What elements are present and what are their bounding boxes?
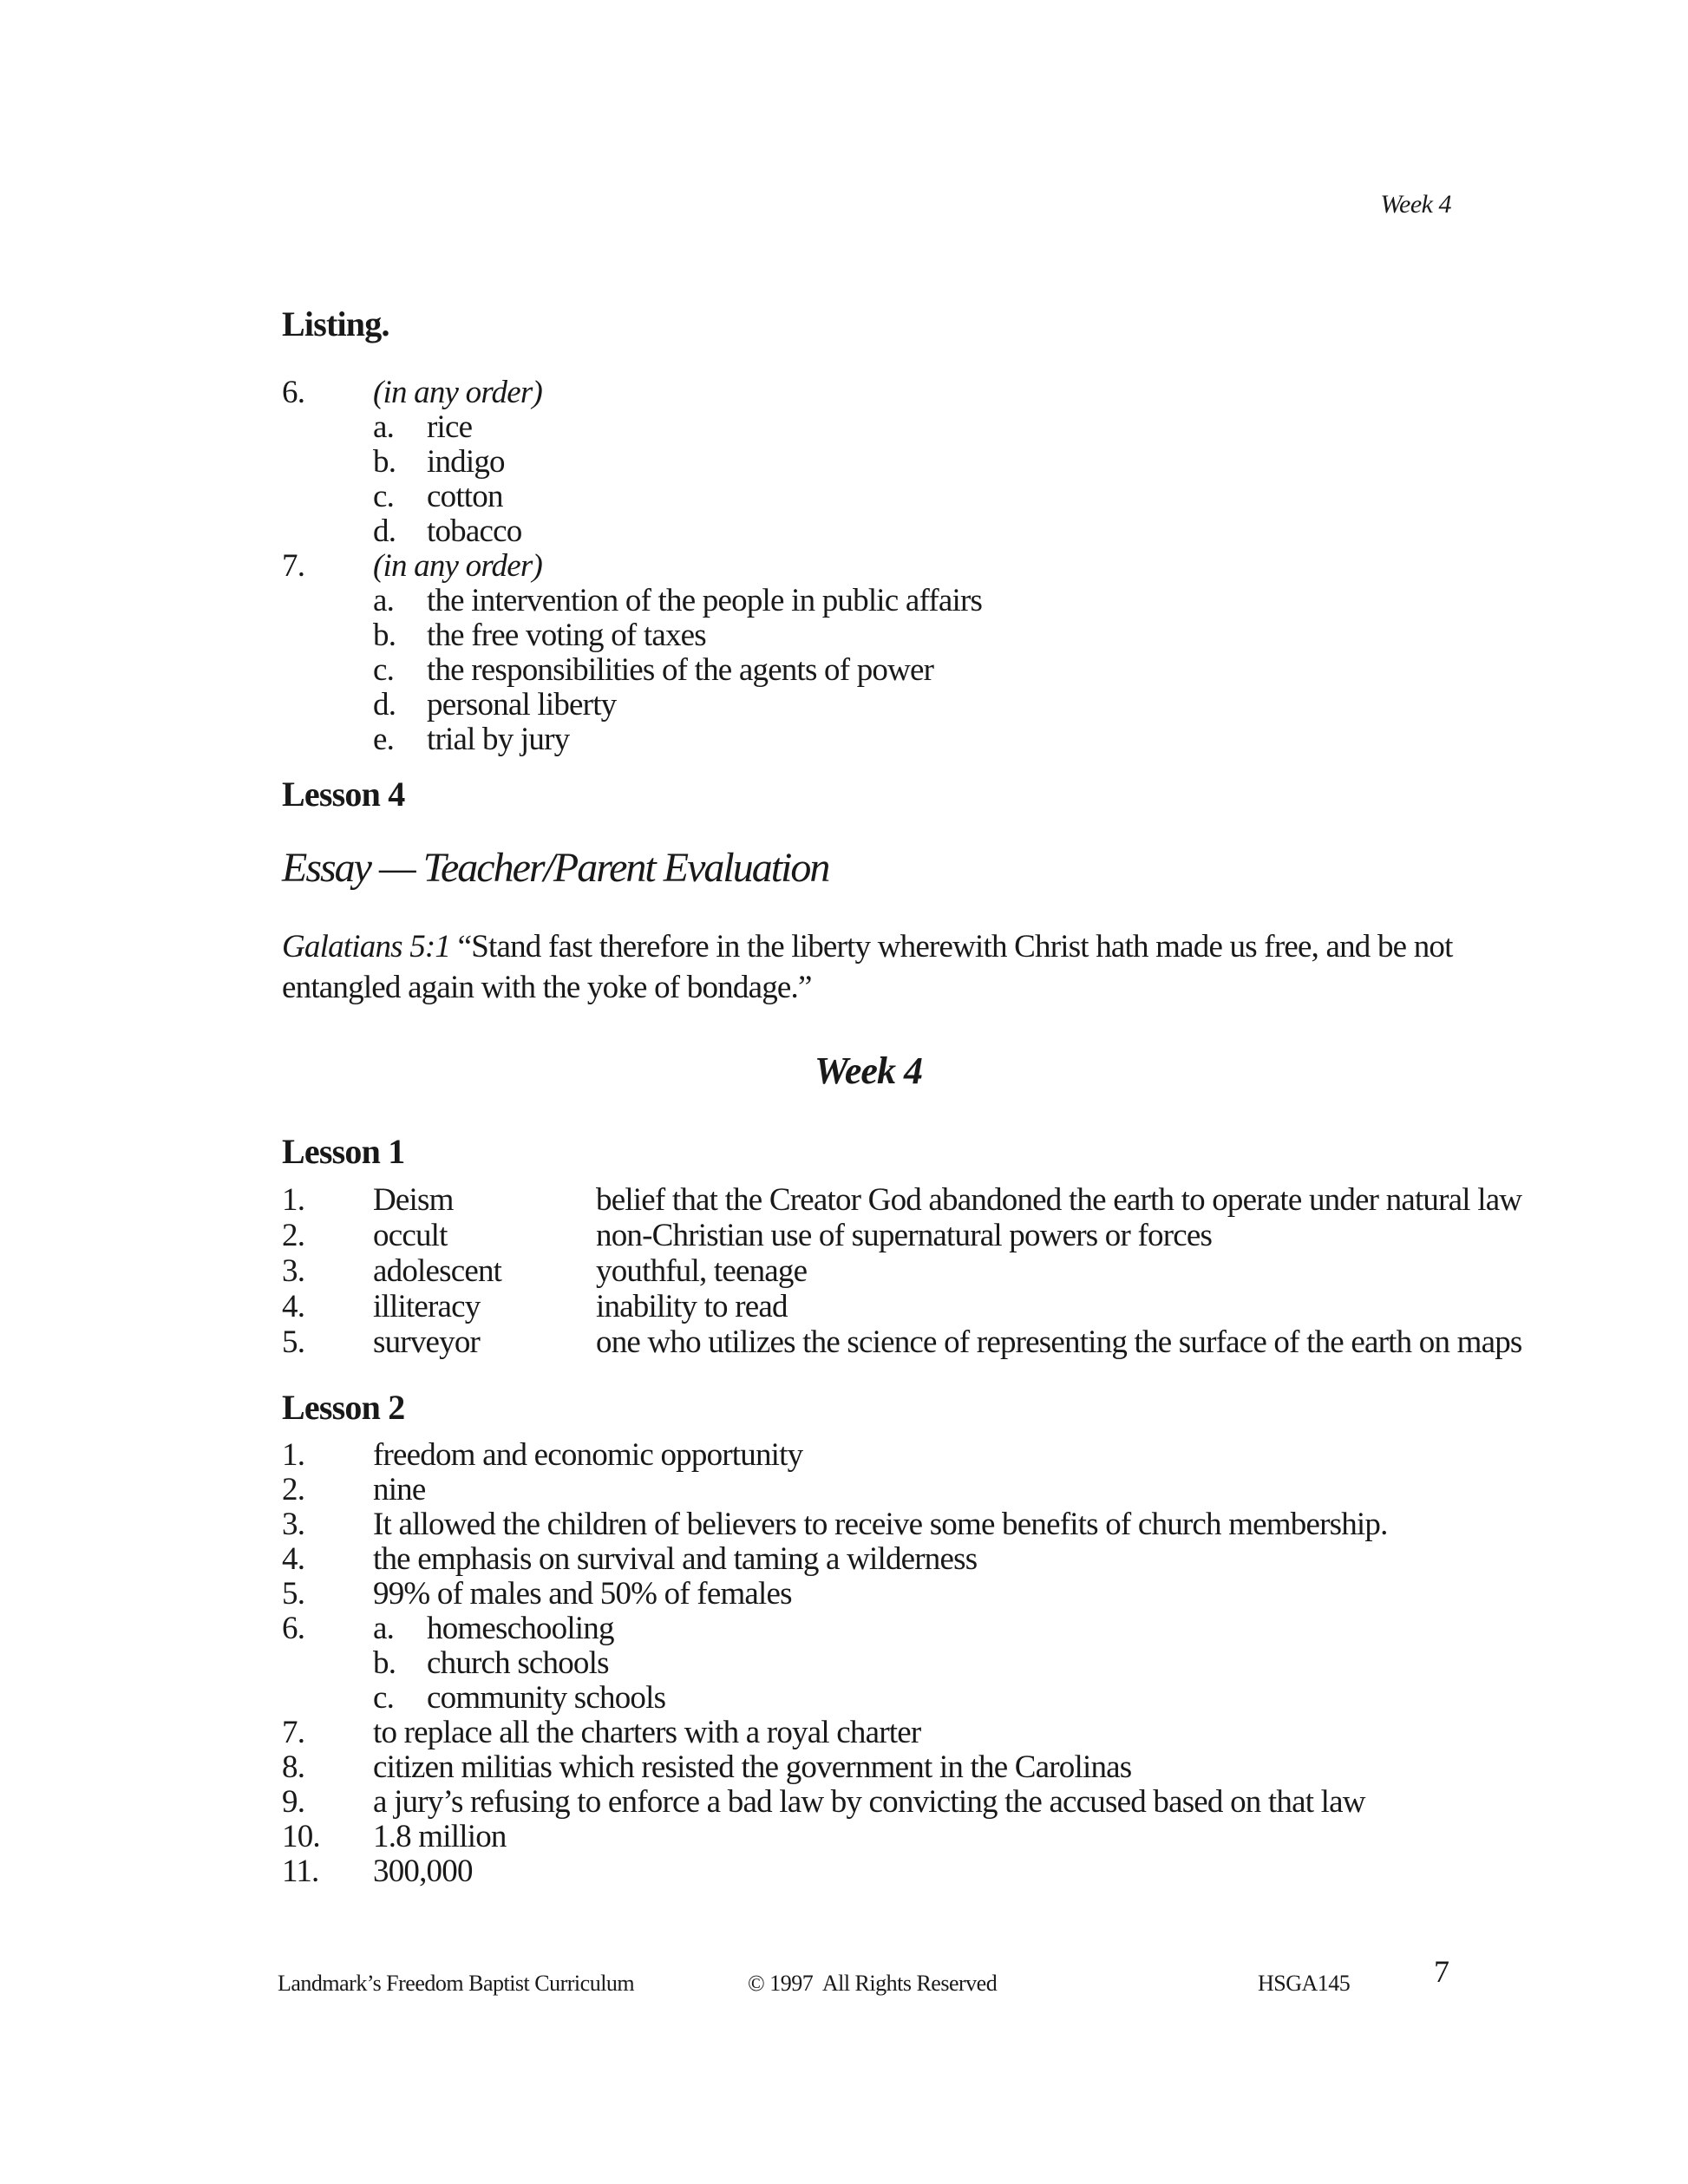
list-subitem — [282, 445, 982, 480]
list-subitem — [282, 618, 982, 653]
answer-row — [282, 1507, 1388, 1542]
subitem-letter: a. — [373, 409, 395, 445]
lesson2-rows — [282, 1438, 1388, 1889]
subitem-letter: a. — [373, 1611, 395, 1646]
subitem-text: the responsibilities of the agents of power — [427, 652, 934, 688]
item-number: 9. — [282, 1784, 305, 1820]
item-number: 11. — [282, 1854, 319, 1889]
answer-text: nine — [373, 1472, 426, 1507]
item-number: 4. — [282, 1289, 305, 1324]
subitem-letter: c. — [373, 652, 395, 688]
essay-heading: Essay — Teacher/Parent Evaluation — [282, 845, 829, 891]
lesson2-title: Lesson 2 — [282, 1388, 405, 1427]
subitem-text: the intervention of the people in public affairs — [427, 583, 983, 618]
answer-text: the emphasis on survival and taming a wilderness — [373, 1541, 978, 1577]
list-subitem — [282, 480, 982, 514]
answer-row — [282, 1854, 1388, 1889]
answer-text: 300,000 — [373, 1854, 473, 1889]
vocab-row — [282, 1253, 1522, 1289]
subitem-text: indigo — [427, 444, 505, 480]
item-number: 6. — [282, 1611, 305, 1646]
footer-course-code: HSGA145 — [1258, 1971, 1351, 1996]
subitem-text: rice — [427, 409, 473, 445]
list-item — [282, 376, 982, 410]
item-number: 1. — [282, 1182, 305, 1218]
item-number: 7. — [282, 548, 305, 584]
list-subitem — [282, 723, 982, 757]
lesson1-rows — [282, 1182, 1522, 1360]
scripture-verse — [282, 926, 1453, 1008]
item-number: 5. — [282, 1324, 305, 1360]
footer-publisher: Landmark’s Freedom Baptist Curriculum — [278, 1971, 635, 1996]
answer-text: homeschooling — [427, 1611, 614, 1646]
answer-row — [282, 1542, 1388, 1577]
answer-row — [282, 1785, 1388, 1820]
running-header-week: Week 4 — [1380, 190, 1451, 219]
answer-text: It allowed the children of believers to receive some benefits of church membership. — [373, 1507, 1388, 1542]
listing-items — [282, 376, 982, 757]
vocab-definition: belief that the Creator God abandoned the earth to operate under natural law — [596, 1182, 1522, 1218]
lesson4-title: Lesson 4 — [282, 775, 405, 814]
item-number: 6. — [282, 375, 305, 410]
vocab-term: illiteracy — [373, 1289, 481, 1324]
subitem-text: tobacco — [427, 513, 522, 549]
list-subitem — [282, 584, 982, 618]
answer-row — [282, 1473, 1388, 1507]
subitem-letter: b. — [373, 618, 396, 653]
answer-subrow — [282, 1646, 1388, 1681]
subitem-text: cotton — [427, 479, 503, 514]
answer-text: community schools — [427, 1680, 666, 1716]
vocab-definition: inability to read — [596, 1289, 788, 1324]
answer-row — [282, 1716, 1388, 1750]
verse-line1: “Stand fast therefore in the liberty wherewith Christ hath made us free, and be not — [457, 929, 1453, 964]
item-note: (in any order) — [373, 375, 542, 410]
vocab-definition: one who utilizes the science of representing the surface of the earth on maps — [596, 1324, 1522, 1360]
vocab-row — [282, 1324, 1522, 1360]
vocab-definition: non-Christian use of supernatural powers or forces — [596, 1218, 1213, 1253]
answer-text: freedom and economic opportunity — [373, 1437, 803, 1473]
listing-title: Listing. — [282, 304, 389, 343]
vocab-term: Deism — [373, 1182, 454, 1218]
subitem-letter: a. — [373, 583, 395, 618]
vocab-term: occult — [373, 1218, 448, 1253]
item-number: 7. — [282, 1715, 305, 1750]
answer-subrow — [282, 1681, 1388, 1716]
answer-text: citizen militias which resisted the government in the Carolinas — [373, 1749, 1132, 1785]
verse-reference: Galatians 5:1 — [282, 929, 451, 964]
answer-row — [282, 1577, 1388, 1612]
subitem-letter: c. — [373, 1680, 395, 1716]
answer-row — [282, 1750, 1388, 1785]
subitem-letter: d. — [373, 513, 396, 549]
week4-section-title: Week 4 — [815, 1049, 922, 1092]
answer-subrow — [282, 1612, 1388, 1646]
item-number: 2. — [282, 1472, 305, 1507]
footer-copyright: © 1997 All Rights Reserved — [748, 1971, 998, 1996]
item-number: 8. — [282, 1749, 305, 1785]
vocab-term: adolescent — [373, 1253, 502, 1289]
vocab-row — [282, 1218, 1522, 1253]
vocab-row — [282, 1289, 1522, 1324]
list-subitem — [282, 653, 982, 688]
list-subitem — [282, 688, 982, 723]
subitem-letter: d. — [373, 687, 396, 723]
subitem-letter: b. — [373, 1645, 396, 1681]
answer-text: church schools — [427, 1645, 609, 1681]
subitem-text: personal liberty — [427, 687, 617, 723]
answer-row — [282, 1438, 1388, 1473]
vocab-definition: youthful, teenage — [596, 1253, 808, 1289]
page-number: 7 — [1434, 1954, 1449, 1989]
answer-row — [282, 1820, 1388, 1854]
subitem-text: trial by jury — [427, 722, 570, 757]
vocab-term: surveyor — [373, 1324, 481, 1360]
subitem-letter: b. — [373, 444, 396, 480]
answer-text: a jury’s refusing to enforce a bad law by convicting the accused based on that law — [373, 1784, 1365, 1820]
list-subitem — [282, 514, 982, 549]
answer-text: 99% of males and 50% of females — [373, 1576, 792, 1612]
item-number: 2. — [282, 1218, 305, 1253]
item-number: 3. — [282, 1507, 305, 1542]
subitem-text: the free voting of taxes — [427, 618, 706, 653]
lesson1-title: Lesson 1 — [282, 1132, 405, 1171]
answer-text: to replace all the charters with a royal charter — [373, 1715, 921, 1750]
item-number: 5. — [282, 1576, 305, 1612]
list-item — [282, 549, 982, 584]
item-number: 4. — [282, 1541, 305, 1577]
item-note: (in any order) — [373, 548, 542, 584]
answer-text: 1.8 million — [373, 1819, 507, 1854]
item-number: 1. — [282, 1437, 305, 1473]
item-number: 3. — [282, 1253, 305, 1289]
subitem-letter: c. — [373, 479, 395, 514]
vocab-row — [282, 1182, 1522, 1218]
verse-line2: entangled again with the yoke of bondage.” — [282, 970, 812, 1005]
item-number: 10. — [282, 1819, 320, 1854]
subitem-letter: e. — [373, 722, 395, 757]
list-subitem — [282, 410, 982, 445]
